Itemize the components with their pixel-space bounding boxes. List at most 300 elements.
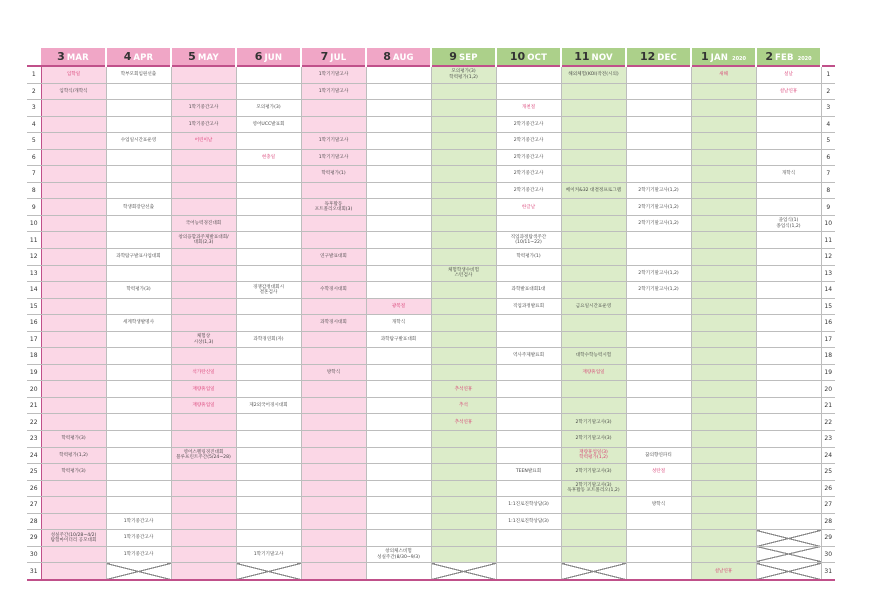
day-number-left: 7: [27, 166, 41, 183]
day-cell: [106, 513, 171, 530]
day-cell: [171, 431, 236, 448]
day-cell: [756, 298, 821, 315]
day-number-left: 1: [27, 66, 41, 83]
day-number-right: 2: [821, 83, 835, 100]
event-label: 체험학생수비험 스턴검사: [447, 268, 480, 279]
day-cell: [366, 249, 431, 266]
event-label: 2학기기말고사(1,2): [638, 270, 679, 276]
day-cell: [756, 215, 821, 232]
day-cell: [106, 182, 171, 199]
day-cell: [561, 249, 626, 266]
day-number-right: 7: [821, 166, 835, 183]
day-cell: [626, 199, 691, 216]
day-cell: [496, 546, 561, 563]
day-cell: [496, 166, 561, 183]
day-row: [27, 315, 835, 332]
day-number-right: 23: [821, 431, 835, 448]
day-cell: [366, 133, 431, 150]
day-cell: [496, 447, 561, 464]
day-cell: [561, 133, 626, 150]
holiday-label: 입학일: [66, 72, 81, 78]
month-name: MAR: [66, 53, 89, 63]
month-header: [366, 48, 431, 66]
day-cell: [41, 133, 106, 150]
event-label: 직업과정발표회: [512, 303, 545, 309]
holiday-label: 새해: [719, 72, 728, 78]
month-number: 2: [765, 50, 774, 63]
event-label: 2학기기말고사(3): [575, 419, 612, 425]
day-cell: [236, 149, 301, 166]
day-cell: [236, 464, 301, 481]
day-cell: [366, 546, 431, 563]
day-cell: [301, 298, 366, 315]
month-name: NOV: [591, 53, 613, 63]
invalid-date-cell: [756, 530, 821, 547]
event-label: 역사주제발표회: [512, 353, 545, 359]
day-cell: [626, 513, 691, 530]
day-cell: [691, 397, 756, 414]
day-cell: [431, 282, 496, 299]
day-cell: [496, 149, 561, 166]
day-cell: [366, 265, 431, 282]
day-number-right: 4: [821, 116, 835, 133]
event-label: 학력평가(1,2): [59, 452, 88, 458]
invalid-date-cell: [561, 563, 626, 580]
corner-blank: [821, 48, 835, 66]
day-cell: [106, 199, 171, 216]
day-cell: [106, 497, 171, 514]
day-cell: [626, 83, 691, 100]
day-cell: [171, 83, 236, 100]
day-cell: [41, 546, 106, 563]
day-cell: [41, 83, 106, 100]
holiday-label: 한글날: [521, 204, 536, 210]
day-row: [27, 199, 835, 216]
day-cell: [691, 431, 756, 448]
day-cell: [431, 497, 496, 514]
day-number-left: 9: [27, 199, 41, 216]
day-cell: [106, 66, 171, 83]
day-row: [27, 265, 835, 282]
day-cell: [561, 282, 626, 299]
day-cell: [626, 497, 691, 514]
holiday-label: 추석연휴: [454, 386, 473, 392]
event-label: 학력평가(3): [61, 436, 86, 442]
event-label: 2학기기말고사(1,2): [638, 287, 679, 293]
day-cell: [171, 513, 236, 530]
day-cell: [41, 298, 106, 315]
day-cell: [756, 364, 821, 381]
day-number-left: 17: [27, 331, 41, 348]
day-cell: [626, 480, 691, 497]
day-cell: [171, 166, 236, 183]
day-number-left: 26: [27, 480, 41, 497]
holiday-label: 설날: [784, 72, 793, 78]
day-cell: [496, 116, 561, 133]
day-cell: [171, 182, 236, 199]
day-cell: [756, 199, 821, 216]
event-label: 꿈의향연파티: [645, 452, 672, 458]
day-cell: [301, 100, 366, 117]
event-label: 학력평가(3): [61, 469, 86, 475]
day-cell: [431, 364, 496, 381]
day-cell: [496, 497, 561, 514]
day-cell: [626, 249, 691, 266]
day-cell: [756, 497, 821, 514]
day-number-right: 22: [821, 414, 835, 431]
day-cell: [431, 414, 496, 431]
day-cell: [301, 83, 366, 100]
day-cell: [561, 381, 626, 398]
day-cell: [431, 66, 496, 83]
day-cell: [301, 464, 366, 481]
holiday-label: 추석: [459, 403, 468, 409]
day-cell: [106, 149, 171, 166]
day-cell: [171, 298, 236, 315]
day-cell: [171, 397, 236, 414]
day-cell: [41, 414, 106, 431]
day-cell: [236, 66, 301, 83]
day-cell: [626, 298, 691, 315]
day-cell: [431, 315, 496, 332]
holiday-label: 재량휴업일: [582, 369, 605, 375]
day-cell: [41, 480, 106, 497]
event-label: 1학기중간고사: [188, 105, 219, 111]
month-name: FEB: [775, 53, 794, 63]
day-cell: [431, 215, 496, 232]
day-cell: [691, 199, 756, 216]
day-cell: [691, 513, 756, 530]
day-number-left: 25: [27, 464, 41, 481]
day-cell: [41, 249, 106, 266]
day-cell: [171, 232, 236, 249]
holiday-label: 현충일: [261, 154, 276, 160]
day-cell: [236, 298, 301, 315]
event-label: 학생회장단선출: [122, 204, 155, 210]
event-label: 국어능력경진대회: [185, 221, 222, 227]
event-label: 2학기중간고사: [513, 171, 544, 177]
day-cell: [496, 83, 561, 100]
event-label: 과학경연회(자): [253, 336, 284, 342]
day-cell: [171, 100, 236, 117]
day-cell: [106, 265, 171, 282]
day-cell: [106, 166, 171, 183]
day-cell: [171, 364, 236, 381]
day-cell: [106, 348, 171, 365]
day-cell: [171, 66, 236, 83]
day-cell: [756, 265, 821, 282]
event-label: 1학기중간고사: [188, 121, 219, 127]
day-cell: [171, 480, 236, 497]
month-header: [626, 48, 691, 66]
day-cell: [106, 364, 171, 381]
day-cell: [626, 546, 691, 563]
day-cell: [431, 166, 496, 183]
day-row: [27, 397, 835, 414]
day-number-right: 6: [821, 149, 835, 166]
day-cell: [301, 232, 366, 249]
day-cell: [106, 249, 171, 266]
day-cell: [756, 232, 821, 249]
day-cell: [561, 331, 626, 348]
day-number-left: 8: [27, 182, 41, 199]
month-header: [301, 48, 366, 66]
day-cell: [366, 414, 431, 431]
day-row: [27, 182, 835, 199]
day-row: [27, 66, 835, 83]
event-label: 과학경시대회: [320, 320, 347, 326]
day-cell: [756, 116, 821, 133]
day-cell: [431, 331, 496, 348]
day-cell: [106, 116, 171, 133]
day-number-left: 16: [27, 315, 41, 332]
day-number-right: 9: [821, 199, 835, 216]
day-cell: [106, 133, 171, 150]
day-cell: [366, 480, 431, 497]
holiday-label: 재량휴업일(3) 학력평가(1,2): [579, 450, 608, 461]
day-cell: [236, 232, 301, 249]
day-cell: [41, 232, 106, 249]
month-header: [561, 48, 626, 66]
day-cell: [496, 480, 561, 497]
day-cell: [691, 464, 756, 481]
day-cell: [691, 480, 756, 497]
day-cell: [561, 166, 626, 183]
day-cell: [301, 249, 366, 266]
event-label: 모의평가(3): [256, 105, 281, 111]
day-cell: [366, 315, 431, 332]
day-row: [27, 282, 835, 299]
day-number-left: 6: [27, 149, 41, 166]
holiday-label: 설날연휴: [714, 568, 733, 574]
day-cell: [756, 447, 821, 464]
day-cell: [301, 447, 366, 464]
day-cell: [236, 249, 301, 266]
day-cell: [561, 100, 626, 117]
day-number-right: 19: [821, 364, 835, 381]
day-cell: [366, 149, 431, 166]
day-cell: [301, 66, 366, 83]
day-cell: [431, 199, 496, 216]
day-cell: [366, 431, 431, 448]
day-cell: [561, 530, 626, 547]
day-cell: [301, 116, 366, 133]
day-number-left: 31: [27, 563, 41, 580]
day-cell: [431, 232, 496, 249]
day-cell: [496, 182, 561, 199]
day-cell: [626, 563, 691, 580]
month-header: [431, 48, 496, 66]
day-number-right: 1: [821, 66, 835, 83]
day-row: [27, 497, 835, 514]
day-cell: [106, 315, 171, 332]
day-cell: [561, 546, 626, 563]
day-cell: [171, 149, 236, 166]
day-number-right: 17: [821, 331, 835, 348]
day-number-left: 11: [27, 232, 41, 249]
holiday-label: 석가탄신일: [192, 369, 215, 375]
month-header: [691, 48, 756, 66]
day-cell: [301, 215, 366, 232]
day-number-right: 5: [821, 133, 835, 150]
day-cell: [41, 116, 106, 133]
day-cell: [496, 563, 561, 580]
day-cell: [626, 182, 691, 199]
day-row: [27, 563, 835, 580]
month-header: [236, 48, 301, 66]
month-number: 4: [123, 50, 132, 63]
day-cell: [431, 447, 496, 464]
day-cell: [431, 298, 496, 315]
day-cell: [561, 265, 626, 282]
event-label: 창의체스비험 성실주간(8/30~9/3): [377, 549, 420, 560]
day-row: [27, 447, 835, 464]
day-cell: [626, 348, 691, 365]
day-number-left: 30: [27, 546, 41, 563]
day-row: [27, 364, 835, 381]
day-cell: [41, 66, 106, 83]
event-label: 과학탐구발표사업대회: [116, 254, 161, 260]
day-cell: [626, 265, 691, 282]
day-cell: [626, 397, 691, 414]
day-cell: [41, 265, 106, 282]
day-cell: [236, 414, 301, 431]
event-label: 베이커&32 대결정프로그램: [565, 187, 622, 193]
day-cell: [496, 364, 561, 381]
day-cell: [171, 497, 236, 514]
day-number-left: 28: [27, 513, 41, 530]
day-cell: [236, 182, 301, 199]
event-label: 독후활동 포트폴리오대회(3): [314, 201, 353, 213]
school-year-calendar: [27, 48, 835, 581]
day-row: [27, 331, 835, 348]
day-cell: [756, 331, 821, 348]
day-cell: [626, 414, 691, 431]
day-cell: [691, 149, 756, 166]
event-label: 직업과정탐색주간 (10/11~22): [510, 234, 547, 246]
day-cell: [626, 364, 691, 381]
day-cell: [496, 232, 561, 249]
day-cell: [496, 298, 561, 315]
event-label: 경쟁감정대회시 결혼검사: [252, 284, 285, 295]
day-cell: [691, 133, 756, 150]
day-cell: [236, 431, 301, 448]
day-cell: [236, 546, 301, 563]
day-row: [27, 464, 835, 481]
day-cell: [691, 447, 756, 464]
event-label: 모의평가(3) 학력평가(1,2): [449, 69, 478, 80]
day-cell: [431, 116, 496, 133]
event-label: 1학기기말고사: [318, 154, 349, 160]
day-number-left: 21: [27, 397, 41, 414]
day-cell: [171, 215, 236, 232]
day-cell: [496, 199, 561, 216]
day-cell: [106, 447, 171, 464]
day-number-right: 10: [821, 215, 835, 232]
event-label: 2학기기말고사(1,2): [638, 187, 679, 193]
day-number-right: 31: [821, 563, 835, 580]
day-cell: [561, 397, 626, 414]
day-cell: [301, 480, 366, 497]
day-cell: [41, 431, 106, 448]
event-label: 1학기기말고사: [253, 551, 284, 557]
day-cell: [41, 166, 106, 183]
day-number-left: 10: [27, 215, 41, 232]
day-cell: [756, 397, 821, 414]
day-cell: [756, 513, 821, 530]
day-cell: [236, 116, 301, 133]
invalid-date-cell: [756, 546, 821, 563]
event-label: 2학기중간고사: [513, 121, 544, 127]
day-cell: [301, 546, 366, 563]
day-row: [27, 133, 835, 150]
day-cell: [106, 464, 171, 481]
day-cell: [236, 530, 301, 547]
day-number-right: 11: [821, 232, 835, 249]
event-label: 졸업식(1) 종업식(1,2): [776, 218, 801, 229]
day-cell: [691, 530, 756, 547]
day-cell: [41, 464, 106, 481]
day-cell: [41, 397, 106, 414]
day-cell: [691, 381, 756, 398]
day-cell: [691, 265, 756, 282]
day-cell: [301, 265, 366, 282]
day-cell: [431, 249, 496, 266]
month-name: JUN: [264, 53, 283, 63]
day-cell: [366, 530, 431, 547]
day-row: [27, 530, 835, 547]
day-cell: [496, 414, 561, 431]
day-cell: [431, 546, 496, 563]
day-cell: [561, 513, 626, 530]
day-number-left: 27: [27, 497, 41, 514]
day-cell: [626, 66, 691, 83]
day-number-left: 14: [27, 282, 41, 299]
day-cell: [301, 563, 366, 580]
day-cell: [756, 100, 821, 117]
day-cell: [756, 182, 821, 199]
day-cell: [171, 331, 236, 348]
day-cell: [301, 513, 366, 530]
day-cell: [236, 331, 301, 348]
day-cell: [691, 100, 756, 117]
day-cell: [41, 348, 106, 365]
day-cell: [366, 381, 431, 398]
day-cell: [236, 348, 301, 365]
day-cell: [301, 381, 366, 398]
day-number-left: 23: [27, 431, 41, 448]
month-year: 2020: [797, 56, 812, 62]
day-cell: [626, 166, 691, 183]
day-number-left: 18: [27, 348, 41, 365]
day-number-right: 21: [821, 397, 835, 414]
event-label: 방학식: [326, 369, 341, 375]
event-label: 방학식: [651, 502, 666, 508]
day-row: [27, 348, 835, 365]
event-label: 과학탐구발표대회: [380, 336, 417, 342]
day-cell: [366, 100, 431, 117]
month-header: [41, 48, 106, 66]
day-cell: [496, 464, 561, 481]
day-number-right: 28: [821, 513, 835, 530]
day-cell: [626, 447, 691, 464]
event-label: 영어UCC발표회: [252, 121, 285, 127]
day-cell: [301, 348, 366, 365]
day-cell: [301, 199, 366, 216]
day-cell: [171, 546, 236, 563]
day-number-left: 3: [27, 100, 41, 117]
event-label: 수업일시간표운영: [120, 138, 157, 144]
